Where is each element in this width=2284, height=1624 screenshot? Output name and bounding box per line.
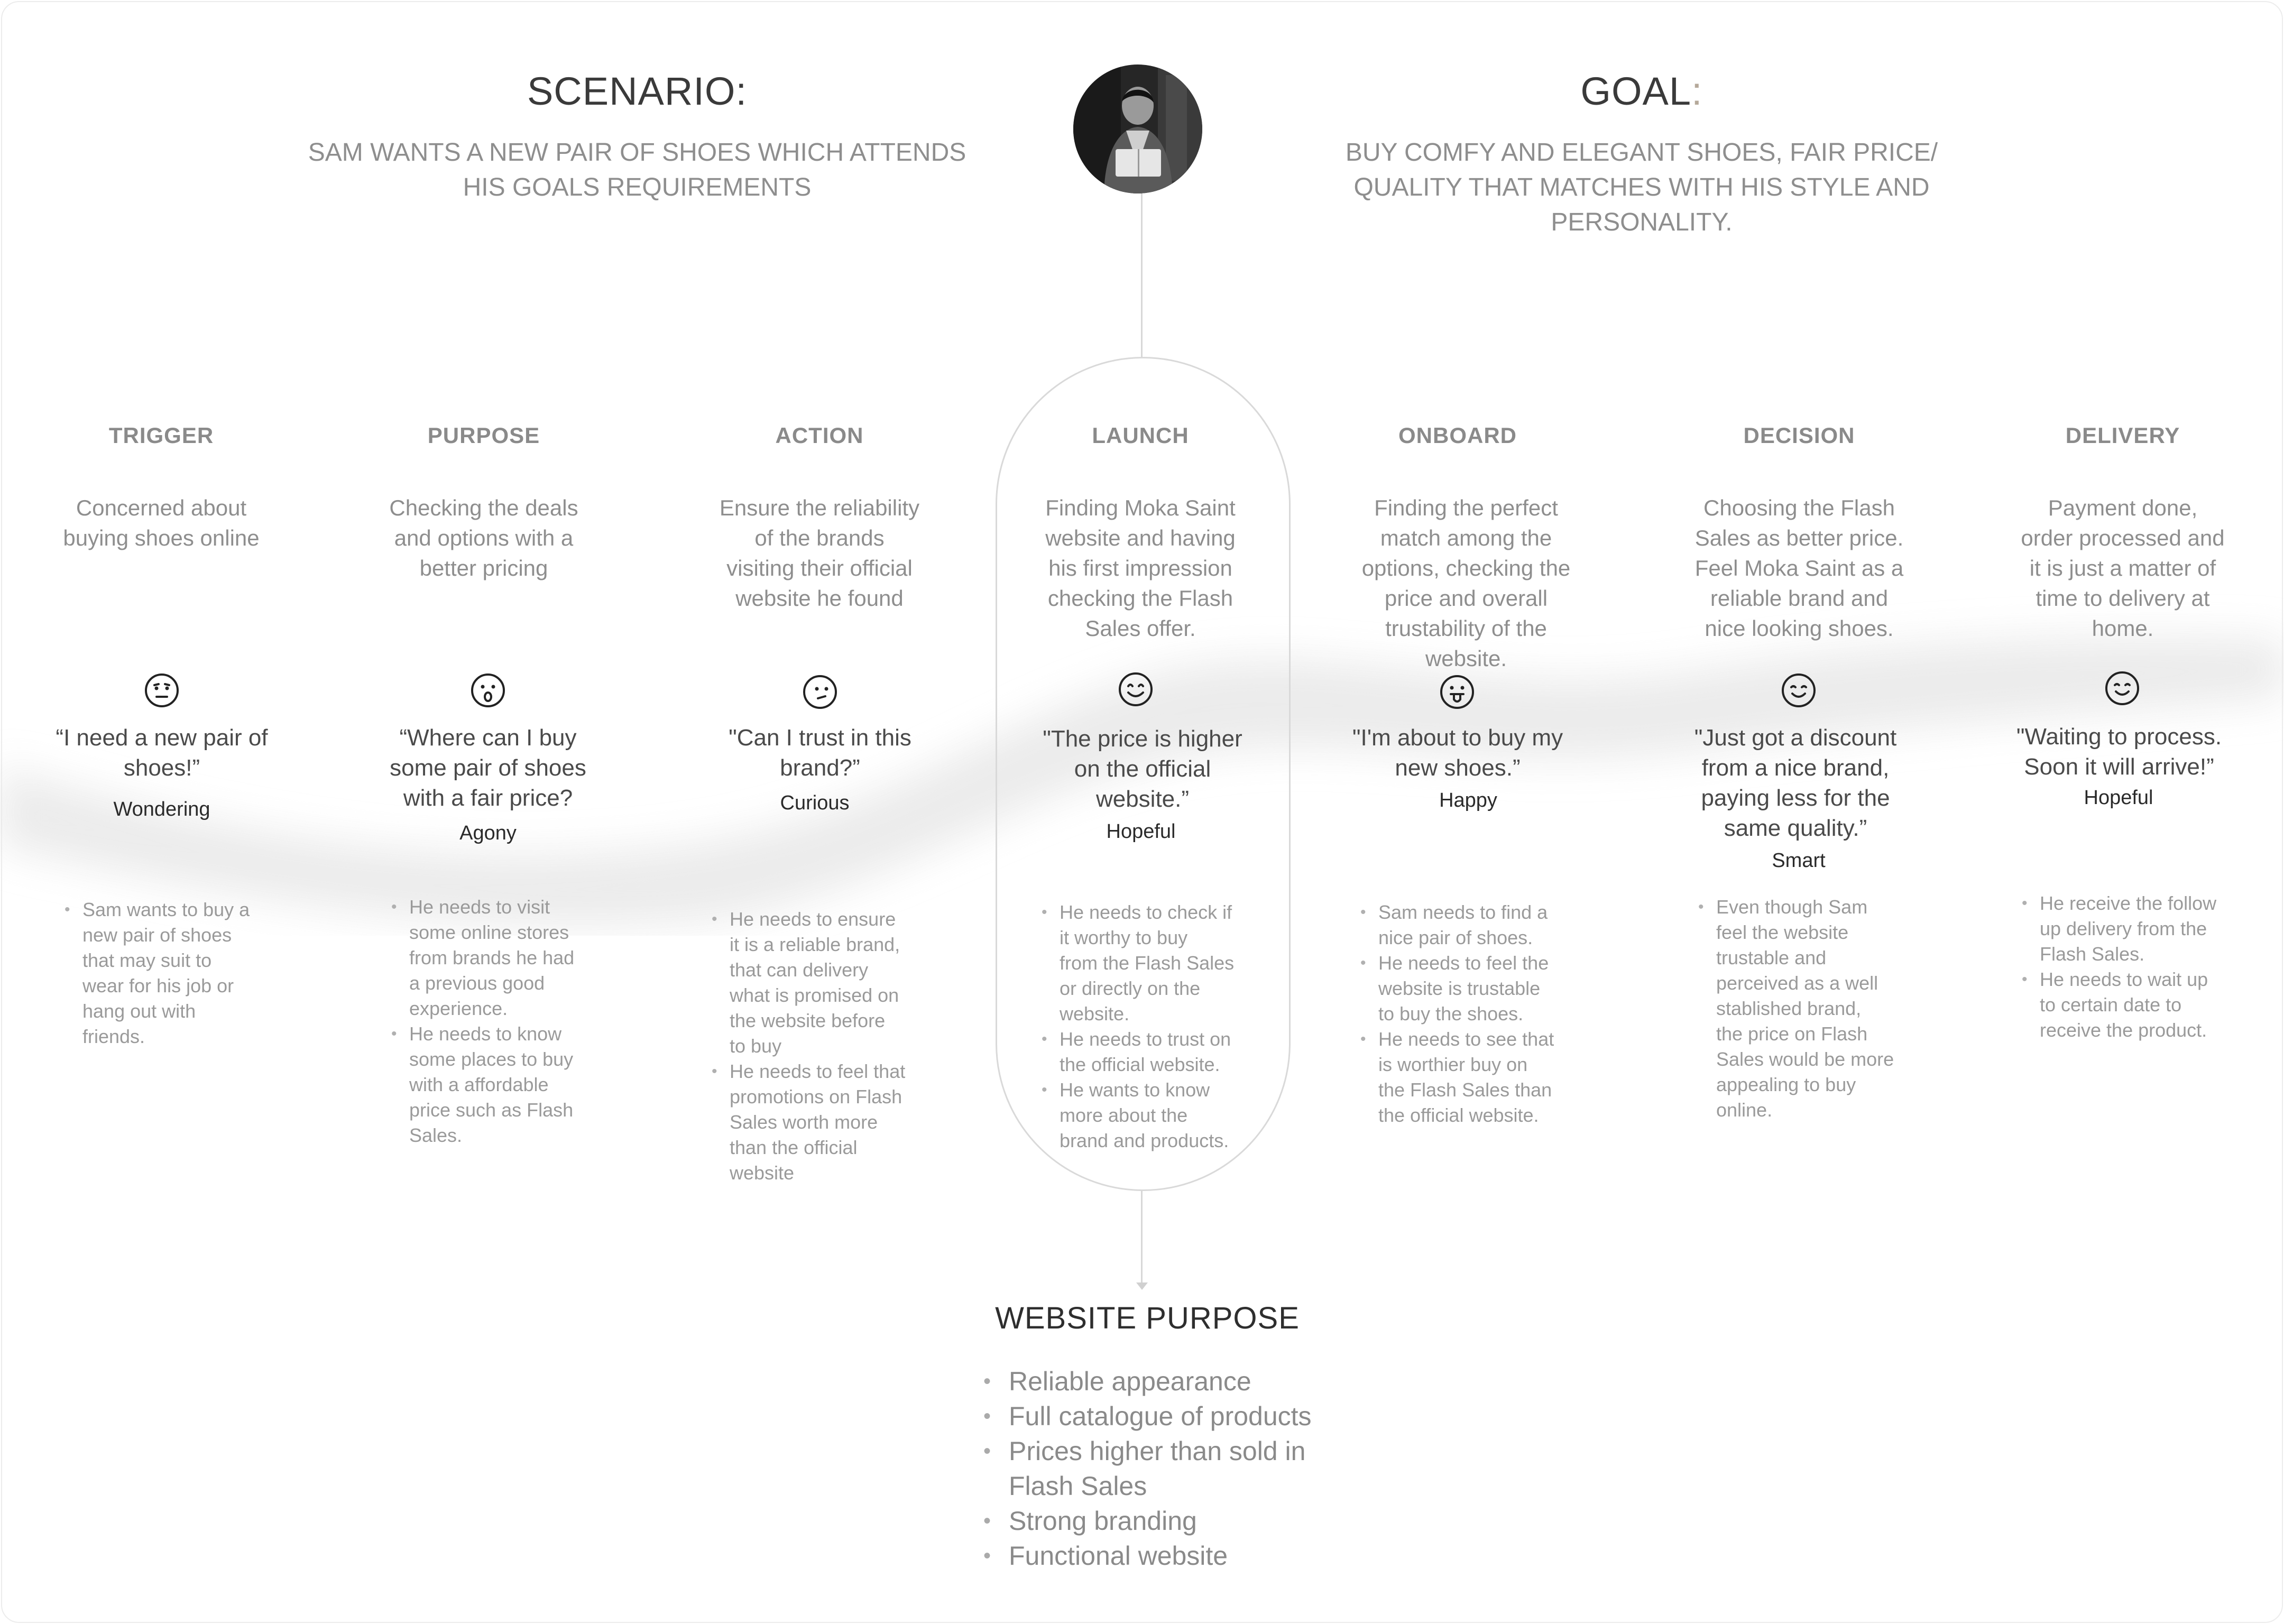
point-line: the Flash Sales than [1378,1079,1552,1101]
stage-desc-purpose [367,493,600,583]
desc-line: nice looking shoes. [1705,616,1894,641]
point-line: to certain date to [2040,994,2182,1016]
stage-quote-onboard [1341,723,1574,783]
stage-title-trigger: TRIGGER [108,423,214,448]
desc-line: trustability of the [1385,616,1547,641]
list-item [1360,951,1561,1027]
stage-title-action: ACTION [775,423,864,448]
goal-text-line: QUALITY THAT MATCHES WITH HIS STYLE AND [1353,173,1930,201]
emotion-label-action: Curious [780,792,850,814]
quote-line: "I'm about to buy my [1352,725,1563,751]
stage-desc-launch [1024,493,1257,643]
emotion-label-purpose: Agony [459,822,517,844]
stage-title-purpose: PURPOSE [427,423,540,448]
desc-line: match among the [1380,525,1552,550]
desc-line: time to delivery at [2036,586,2210,611]
point-line: brand and products. [1060,1130,1229,1151]
desc-line: Concerned about [76,495,247,520]
point-line: • He needs to visit [409,896,550,918]
point-line: • He needs to feel that [730,1060,906,1082]
stage-desc-action [703,493,936,613]
connector-line [1141,1191,1143,1286]
stage-desc-trigger [45,493,278,553]
point-line: a previous good [409,972,545,994]
point-line: to buy [730,1035,782,1057]
point-line: • Even though Sam [1716,896,1868,918]
quote-line: "Waiting to process. [2016,724,2222,750]
purpose-line: • Reliable appearance [1009,1367,1251,1396]
point-line: online. [1716,1099,1773,1121]
stage-title-decision: DECISION [1743,423,1855,448]
quote-line: "Can I trust in this [729,725,911,751]
point-line: the official website. [1378,1104,1539,1126]
quote-line: same quality.” [1724,815,1867,841]
stage-title-launch: LAUNCH [1092,423,1189,448]
desc-line: buying shoes online [63,525,260,550]
list-item [712,1059,913,1186]
quote-line: some pair of shoes [390,755,586,781]
point-line: it worthy to buy [1060,927,1188,948]
quote-line: Soon it will arrive!” [2024,754,2214,780]
desc-line: website and having [1045,525,1236,550]
stage-points-purpose [391,894,592,1148]
quote-line: paying less for the [1701,785,1890,811]
desc-line: website. [1425,646,1507,671]
stage-title-onboard: ONBOARD [1398,423,1517,448]
point-line: that may suit to [82,949,212,971]
goal-text-line: BUY COMFY AND ELEGANT SHOES, FAIR PRICE/ [1345,139,1938,167]
stage-points-delivery [2022,891,2223,1043]
point-line: is worthier buy on [1378,1054,1528,1075]
stage-desc-decision [1683,493,1915,643]
desc-line: Feel Moka Saint as a [1694,556,1904,580]
stage-points-launch [1042,900,1242,1154]
goal-title-colon: : [1691,69,1703,113]
list-item [983,1538,1364,1573]
point-line: • He receive the follow [2040,892,2217,914]
point-line: Flash Sales. [2040,943,2145,965]
quote-line: on the official [1074,756,1211,782]
point-line: • Sam needs to find a [1378,901,1548,923]
goal-title-text: GOAL [1580,69,1692,113]
purpose-line: Flash Sales [1009,1471,1147,1501]
stage-quote-purpose [372,723,604,813]
emotion-label-launch: Hopeful [1106,820,1176,843]
goal-title [1480,69,1803,114]
scenario-title: SCENARIO: [527,69,748,113]
list-item [65,897,265,1049]
list-item [983,1434,1364,1503]
point-line: the official website. [1060,1054,1220,1075]
goal-text-line: PERSONALITY. [1551,208,1733,236]
stage-desc-onboard [1350,493,1582,673]
point-line: than the official [730,1137,858,1158]
desc-line: it is just a matter of [2029,556,2216,580]
quote-line: with a fair price? [403,785,573,811]
quote-line: “Where can I buy [399,725,577,751]
point-line: Sales worth more [730,1111,878,1133]
stage-points-action [712,907,913,1186]
stage-quote-decision [1679,723,1912,843]
stage-quote-delivery [2003,722,2235,782]
content-face-icon [1781,672,1817,708]
purpose-line: • Full catalogue of products [1009,1401,1312,1431]
point-line: • He needs to trust on [1060,1028,1231,1050]
emotion-label-delivery: Hopeful [2084,787,2153,809]
quote-line: new shoes.” [1395,755,1521,781]
list-item [983,1503,1364,1538]
list-item [1360,1027,1561,1128]
point-line: stablished brand, [1716,998,1862,1019]
desc-line: Sales offer. [1085,616,1196,641]
stage-desc-delivery [2006,493,2239,643]
point-line: promotions on Flash [730,1086,902,1108]
list-item [1360,900,1561,951]
desc-line: Payment done, [2048,495,2198,520]
point-line: • He needs to wait up [2040,968,2208,990]
purpose-line: • Strong branding [1009,1506,1197,1536]
point-line: to buy the shoes. [1378,1003,1524,1025]
point-line: feel the website [1716,921,1849,943]
point-line: • He needs to feel the [1378,952,1549,974]
point-line: with a affordable [409,1074,549,1095]
stage-points-onboard [1360,900,1561,1128]
point-line: some places to buy [409,1048,574,1070]
neutral-face-icon [144,672,180,708]
point-line: nice pair of shoes. [1378,927,1533,948]
quote-line: from a nice brand, [1701,755,1890,781]
scenario-text [286,135,989,205]
desc-line: options, checking the [1361,556,1571,580]
scenario-text-line: SAM WANTS A NEW PAIR OF SHOES WHICH ATTENDS [308,139,966,167]
point-line: • He needs to check if [1060,901,1232,923]
desc-line: better pricing [419,556,548,580]
point-line: website is trustable [1378,977,1541,999]
point-line: website [730,1162,795,1184]
purpose-line: • Prices higher than sold in [1009,1436,1306,1466]
content-face-icon [2104,670,2140,706]
emotion-label-trigger: Wondering [113,798,210,820]
point-line: receive the product. [2040,1019,2207,1041]
desc-line: Finding the perfect [1374,495,1558,520]
point-line: • He needs to ensure [730,908,896,930]
thinking-face-icon [802,674,838,710]
list-item [1698,894,1899,1123]
desc-line: Choosing the Flash [1703,495,1895,520]
point-line: new pair of shoes [82,924,232,946]
desc-line: visiting their official [726,556,913,580]
website-purpose-title: WEBSITE PURPOSE [995,1301,1300,1335]
point-line: price such as Flash [409,1099,574,1121]
surprised-face-icon [470,672,506,708]
emotion-label-onboard: Happy [1439,789,1497,811]
desc-line: checking the Flash [1047,586,1233,611]
point-line: experience. [409,998,508,1019]
stage-points-trigger [65,897,265,1049]
list-item [1042,900,1242,1027]
stage-quote-launch [1026,724,1259,814]
list-item [1042,1077,1242,1154]
tongue-out-face-icon [1439,674,1475,710]
desc-line: his first impression [1048,556,1232,580]
point-line: it is a reliable brand, [730,934,900,955]
desc-line: and options with a [394,525,574,550]
desc-line: order processed and [2021,525,2225,550]
desc-line: reliable brand and [1710,586,1889,611]
point-line: friends. [82,1026,145,1047]
stage-points-decision [1698,894,1899,1123]
smiling-face-icon [1118,671,1154,707]
desc-line: Checking the deals [389,495,578,520]
stage-title-delivery: DELIVERY [2065,423,2180,448]
list-item [391,894,592,1021]
point-line: the website before [730,1010,886,1031]
point-line: • Sam wants to buy a [82,899,250,920]
desc-line: Sales as better price. [1694,525,1904,550]
persona-avatar-icon [1073,64,1202,193]
point-line: from the Flash Sales [1060,952,1235,974]
point-line: Sales would be more [1716,1048,1894,1070]
list-item [391,1021,592,1148]
desc-line: Ensure the reliability [719,495,920,520]
point-line: up delivery from the [2040,918,2207,939]
point-line: website. [1060,1003,1130,1025]
list-item [983,1399,1364,1434]
point-line: the price on Flash [1716,1023,1868,1045]
point-line: • He needs to know [409,1023,562,1045]
quote-line: “I need a new pair of [56,725,268,751]
website-purpose-list [983,1364,1364,1573]
connector-line [1141,193,1143,357]
desc-line: Finding Moka Saint [1045,495,1236,520]
desc-line: price and overall [1384,586,1548,611]
quote-line: website.” [1095,786,1190,812]
point-line: perceived as a well [1716,972,1878,994]
point-line: that can delivery [730,959,869,981]
point-line: what is promised on [730,984,899,1006]
goal-text [1290,135,1993,240]
stage-quote-action [704,723,936,783]
quote-line: "Just got a discount [1694,725,1897,751]
point-line: appealing to buy [1716,1074,1856,1095]
arrow-down-icon [1136,1282,1148,1290]
purpose-line: • Functional website [1009,1541,1228,1571]
point-line: • He wants to know [1060,1079,1210,1101]
point-line: hang out with [82,1000,196,1022]
list-item [2022,967,2223,1043]
desc-line: website he found [735,586,904,611]
point-line: trustable and [1716,947,1827,968]
quote-line: "The price is higher [1043,726,1242,752]
desc-line: of the brands [754,525,885,550]
point-line: some online stores [409,921,569,943]
stage-quote-trigger [45,723,278,783]
list-item [712,907,913,1059]
list-item [983,1364,1364,1399]
scenario-text-line: HIS GOALS REQUIREMENTS [463,173,812,201]
point-line: • He needs to see that [1378,1028,1554,1050]
point-line: more about the [1060,1104,1188,1126]
list-item [1042,1027,1242,1077]
point-line: Sales. [409,1124,463,1146]
quote-line: brand?” [780,755,860,781]
desc-line: home. [2092,616,2154,641]
emotion-label-decision: Smart [1772,850,1826,872]
point-line: from brands he had [409,947,575,968]
quote-line: shoes!” [123,755,200,781]
point-line: or directly on the [1060,977,1201,999]
list-item [2022,891,2223,967]
point-line: wear for his job or [82,975,234,996]
